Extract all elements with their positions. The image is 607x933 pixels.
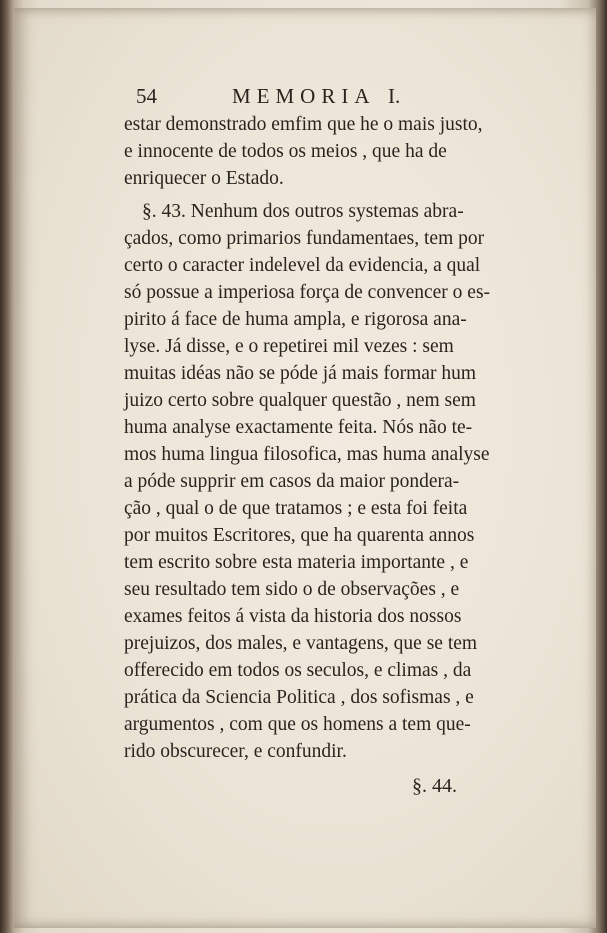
catchword: §. 44. xyxy=(412,775,457,797)
text-line: certo o caracter indelevel da evidencia, a qual xyxy=(124,255,481,276)
text-line: tem escrito sobre esta materia importante , e xyxy=(124,552,469,573)
running-title: MEMORIA xyxy=(232,84,376,108)
text-line: muitas idéas não se póde já mais formar hum xyxy=(124,363,476,384)
text-line: a póde supprir em casos da maior pondera- xyxy=(124,471,460,492)
text-line: exames feitos á vista da historia dos nossos xyxy=(124,606,462,627)
text-line: só possue a imperiosa força de convencer o es- xyxy=(124,282,491,303)
running-title-number: I. xyxy=(388,84,401,108)
text-line: enriquecer o Estado. xyxy=(124,168,284,189)
text-line: estar demonstrado emfim que he o mais justo, xyxy=(124,114,483,135)
text-line: prática da Sciencia Politica , dos sofismas , e xyxy=(124,687,474,708)
text-line: seu resultado tem sido o de observações , e xyxy=(124,579,460,600)
text-line: huma analyse exactamente feita. Nós não te- xyxy=(124,417,473,438)
section-heading-line: §. 43. Nenhum dos outros systemas abra- xyxy=(142,201,464,222)
text-line: pirito á face de huma ampla, e rigorosa ana- xyxy=(124,309,467,330)
text-line: argumentos , com que os homens a tem que- xyxy=(124,714,471,735)
text-line: ção , qual o de que tratamos ; e esta foi feita xyxy=(124,498,468,519)
text-line: mos huma lingua filosofica, mas huma analyse xyxy=(124,444,490,465)
text-line: por muitos Escritores, que ha quarenta annos xyxy=(124,525,475,546)
page-number: 54 xyxy=(136,84,157,108)
text-line: offerecido em todos os seculos, e climas , da xyxy=(124,660,472,681)
text-line: prejuizos, dos males, e vantagens, que se tem xyxy=(124,633,478,654)
text-line: juizo certo sobre qualquer questão , nem sem xyxy=(124,390,476,411)
text-line: rido obscurecer, e confundir. xyxy=(124,741,347,762)
text-line: çados, como primarios fundamentaes, tem por xyxy=(124,228,485,249)
text-line: e innocente de todos os meios , que ha de xyxy=(124,141,447,162)
text-line: lyse. Já disse, e o repetirei mil vezes : sem xyxy=(124,336,454,357)
